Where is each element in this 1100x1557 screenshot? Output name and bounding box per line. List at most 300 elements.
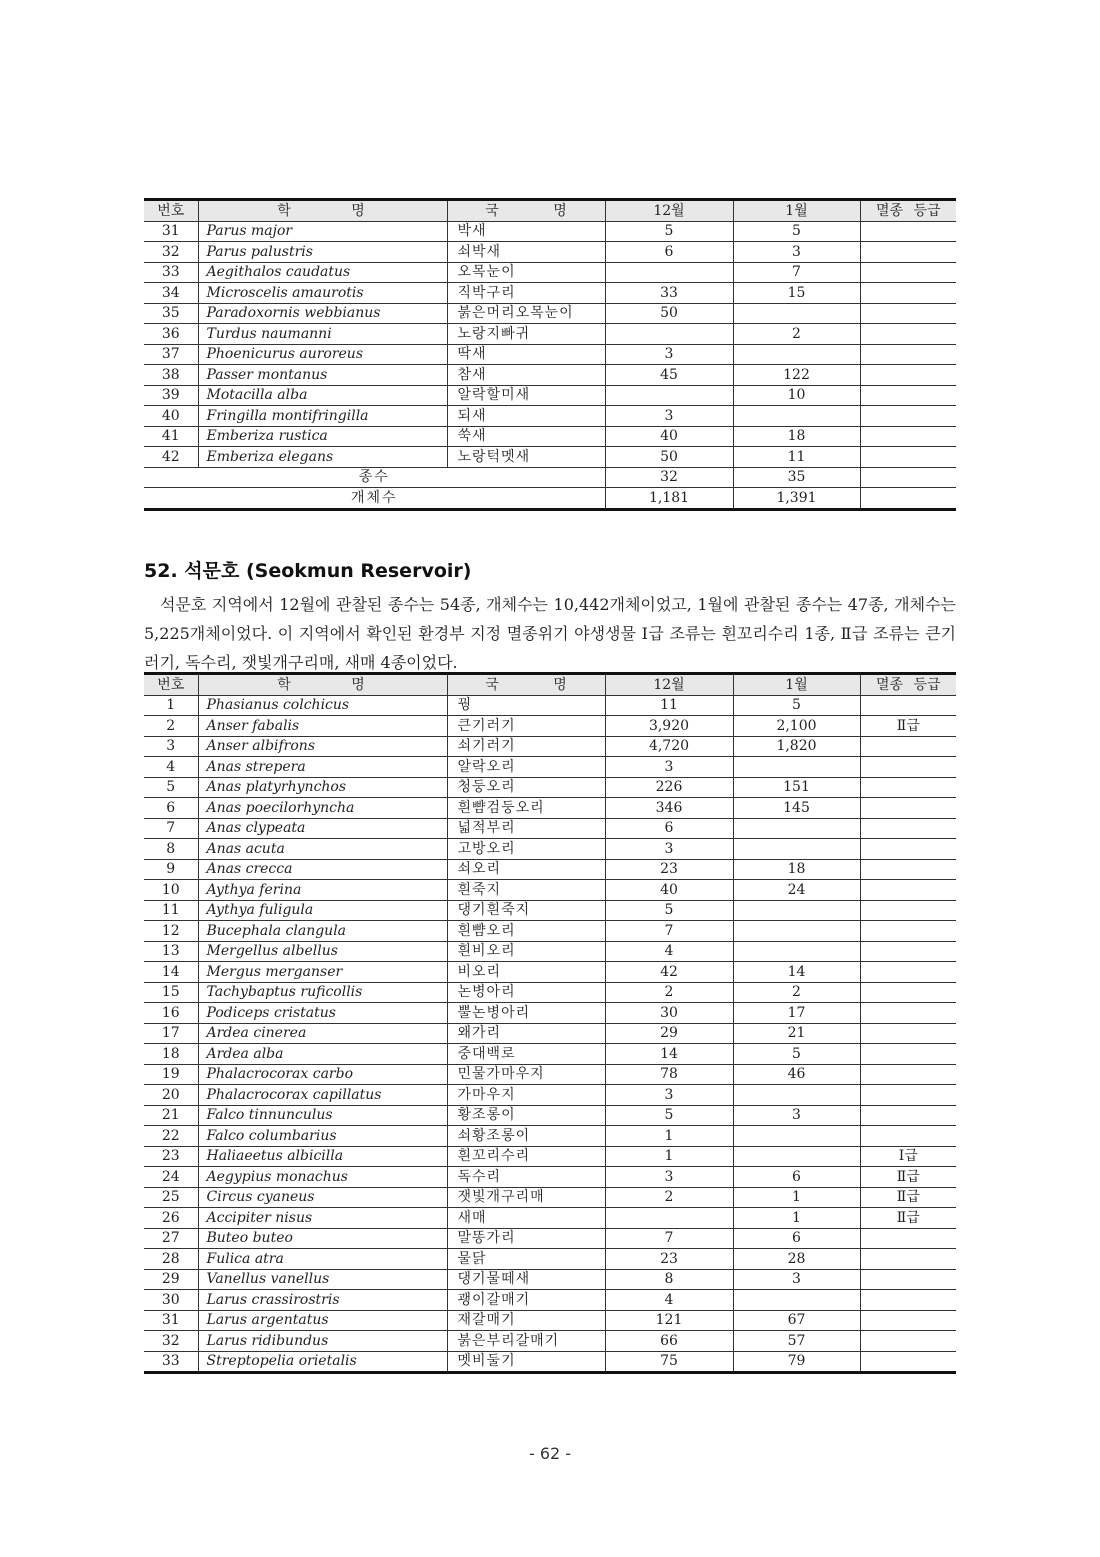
row-number: 30 xyxy=(144,1290,198,1311)
row-number: 35 xyxy=(144,303,198,324)
row-number: 34 xyxy=(144,283,198,304)
row-number: 8 xyxy=(144,839,198,860)
december-count: 8 xyxy=(605,1269,733,1290)
scientific-name: Buteo buteo xyxy=(198,1228,447,1249)
row-number: 41 xyxy=(144,426,198,447)
scientific-name: Fulica atra xyxy=(198,1249,447,1270)
table-row xyxy=(144,324,956,345)
january-count xyxy=(733,1290,860,1311)
december-count: 45 xyxy=(605,365,733,386)
endangered-grade: Ⅱ급 xyxy=(860,1208,956,1229)
table-row xyxy=(144,344,956,365)
december-count xyxy=(605,262,733,283)
scientific-name: Turdus naumanni xyxy=(198,324,447,345)
endangered-grade xyxy=(860,406,956,427)
endangered-grade xyxy=(860,736,956,757)
total-january: 1,391 xyxy=(733,488,860,510)
january-count xyxy=(733,900,860,921)
december-count: 3 xyxy=(605,757,733,778)
december-count: 66 xyxy=(605,1331,733,1352)
december-count: 78 xyxy=(605,1064,733,1085)
korean-name: 민물가마우지 xyxy=(447,1064,605,1085)
january-count: 6 xyxy=(733,1228,860,1249)
scientific-name: Aegypius monachus xyxy=(198,1167,447,1188)
endangered-grade xyxy=(860,1085,956,1106)
table-row xyxy=(144,303,956,324)
korean-name: 댕기흰죽지 xyxy=(447,900,605,921)
row-number: 10 xyxy=(144,880,198,901)
december-count: 6 xyxy=(605,818,733,839)
scientific-name: Aythya ferina xyxy=(198,880,447,901)
january-count xyxy=(733,1085,860,1106)
december-count: 11 xyxy=(605,695,733,716)
table-row xyxy=(144,262,956,283)
table1-body xyxy=(144,221,956,509)
december-count: 6 xyxy=(605,242,733,263)
korean-name: 중대백로 xyxy=(447,1044,605,1065)
december-count: 23 xyxy=(605,859,733,880)
species-table-previous xyxy=(144,198,956,511)
december-count: 14 xyxy=(605,1044,733,1065)
december-count: 50 xyxy=(605,447,733,468)
korean-name: 박새 xyxy=(447,221,605,242)
january-count: 1 xyxy=(733,1187,860,1208)
row-number: 26 xyxy=(144,1208,198,1229)
scientific-name: Falco tinnunculus xyxy=(198,1105,447,1126)
january-count xyxy=(733,406,860,427)
endangered-grade xyxy=(860,818,956,839)
january-count: 67 xyxy=(733,1310,860,1331)
korean-name: 참새 xyxy=(447,365,605,386)
korean-name: 쇠기러기 xyxy=(447,736,605,757)
row-number: 23 xyxy=(144,1146,198,1167)
december-count: 2 xyxy=(605,1187,733,1208)
table-row xyxy=(144,941,956,962)
table-row xyxy=(144,365,956,386)
table-row xyxy=(144,736,956,757)
scientific-name: Mergus merganser xyxy=(198,962,447,983)
january-count: 21 xyxy=(733,1023,860,1044)
scientific-name: Podiceps cristatus xyxy=(198,1003,447,1024)
endangered-grade: Ⅱ급 xyxy=(860,1167,956,1188)
row-number: 31 xyxy=(144,1310,198,1331)
scientific-name: Anas poecilorhyncha xyxy=(198,798,447,819)
korean-name: 괭이갈매기 xyxy=(447,1290,605,1311)
january-count: 15 xyxy=(733,283,860,304)
row-number: 22 xyxy=(144,1126,198,1147)
endangered-grade xyxy=(860,1044,956,1065)
endangered-grade xyxy=(860,303,956,324)
endangered-grade xyxy=(860,1003,956,1024)
table-row xyxy=(144,695,956,716)
scientific-name: Larus crassirostris xyxy=(198,1290,447,1311)
scientific-name: Motacilla alba xyxy=(198,385,447,406)
december-count: 1 xyxy=(605,1146,733,1167)
korean-name: 멧비둘기 xyxy=(447,1351,605,1373)
endangered-grade xyxy=(860,695,956,716)
korean-name: 잿빛개구리매 xyxy=(447,1187,605,1208)
january-count: 1,820 xyxy=(733,736,860,757)
december-count: 346 xyxy=(605,798,733,819)
december-count: 2 xyxy=(605,982,733,1003)
december-count: 121 xyxy=(605,1310,733,1331)
row-number: 4 xyxy=(144,757,198,778)
header-number: 번호 xyxy=(144,200,198,222)
korean-name: 되새 xyxy=(447,406,605,427)
table-row xyxy=(144,757,956,778)
korean-name: 새매 xyxy=(447,1208,605,1229)
december-count: 7 xyxy=(605,921,733,942)
endangered-grade xyxy=(860,1249,956,1270)
january-count: 3 xyxy=(733,242,860,263)
korean-name: 큰기러기 xyxy=(447,716,605,737)
total-grade xyxy=(860,488,956,510)
endangered-grade xyxy=(860,1228,956,1249)
table-row xyxy=(144,880,956,901)
endangered-grade xyxy=(860,1351,956,1373)
row-number: 14 xyxy=(144,962,198,983)
table-row xyxy=(144,1228,956,1249)
header-korean-name: 국 명 xyxy=(447,674,605,696)
scientific-name: Emberiza rustica xyxy=(198,426,447,447)
scientific-name: Accipiter nisus xyxy=(198,1208,447,1229)
row-number: 18 xyxy=(144,1044,198,1065)
total-label: 종수 xyxy=(144,467,605,488)
row-number: 1 xyxy=(144,695,198,716)
row-number: 13 xyxy=(144,941,198,962)
total-row xyxy=(144,467,956,488)
header-december: 12월 xyxy=(605,200,733,222)
table-row xyxy=(144,921,956,942)
korean-name: 쇠황조롱이 xyxy=(447,1126,605,1147)
row-number: 5 xyxy=(144,777,198,798)
header-grade: 멸종 등급 xyxy=(860,200,956,222)
table-row xyxy=(144,818,956,839)
row-number: 39 xyxy=(144,385,198,406)
january-count: 122 xyxy=(733,365,860,386)
endangered-grade xyxy=(860,798,956,819)
january-count: 14 xyxy=(733,962,860,983)
endangered-grade xyxy=(860,426,956,447)
december-count: 1 xyxy=(605,1126,733,1147)
scientific-name: Streptopelia orietalis xyxy=(198,1351,447,1373)
scientific-name: Larus ridibundus xyxy=(198,1331,447,1352)
table-row xyxy=(144,1187,956,1208)
table-row xyxy=(144,1126,956,1147)
endangered-grade xyxy=(860,962,956,983)
scientific-name: Anser fabalis xyxy=(198,716,447,737)
january-count: 2 xyxy=(733,982,860,1003)
species-table-seokmun xyxy=(144,672,956,1374)
table-row xyxy=(144,839,956,860)
scientific-name: Ardea cinerea xyxy=(198,1023,447,1044)
table-row xyxy=(144,283,956,304)
december-count: 4,720 xyxy=(605,736,733,757)
table-row xyxy=(144,777,956,798)
endangered-grade xyxy=(860,1331,956,1352)
table-row xyxy=(144,242,956,263)
endangered-grade xyxy=(860,1023,956,1044)
row-number: 11 xyxy=(144,900,198,921)
table-row xyxy=(144,1208,956,1229)
scientific-name: Bucephala clangula xyxy=(198,921,447,942)
december-count: 40 xyxy=(605,880,733,901)
january-count xyxy=(733,839,860,860)
december-count: 29 xyxy=(605,1023,733,1044)
header-number: 번호 xyxy=(144,674,198,696)
row-number: 29 xyxy=(144,1269,198,1290)
scientific-name: Parus major xyxy=(198,221,447,242)
december-count xyxy=(605,385,733,406)
scientific-name: Vanellus vanellus xyxy=(198,1269,447,1290)
row-number: 38 xyxy=(144,365,198,386)
table-row xyxy=(144,1064,956,1085)
row-number: 3 xyxy=(144,736,198,757)
korean-name: 왜가리 xyxy=(447,1023,605,1044)
korean-name: 뿔논병아리 xyxy=(447,1003,605,1024)
january-count: 17 xyxy=(733,1003,860,1024)
january-count: 6 xyxy=(733,1167,860,1188)
row-number: 6 xyxy=(144,798,198,819)
section-heading: 52. 석문호 (Seokmun Reservoir) xyxy=(144,560,472,582)
table-row xyxy=(144,1044,956,1065)
endangered-grade xyxy=(860,880,956,901)
total-row xyxy=(144,488,956,510)
total-grade xyxy=(860,467,956,488)
december-count: 5 xyxy=(605,900,733,921)
endangered-grade xyxy=(860,1064,956,1085)
row-number: 9 xyxy=(144,859,198,880)
endangered-grade xyxy=(860,283,956,304)
header-december: 12월 xyxy=(605,674,733,696)
table-row xyxy=(144,1167,956,1188)
scientific-name: Haliaeetus albicilla xyxy=(198,1146,447,1167)
scientific-name: Anas acuta xyxy=(198,839,447,860)
january-count: 10 xyxy=(733,385,860,406)
january-count: 145 xyxy=(733,798,860,819)
january-count xyxy=(733,818,860,839)
korean-name: 댕기물떼새 xyxy=(447,1269,605,1290)
table-row xyxy=(144,798,956,819)
total-december: 1,181 xyxy=(605,488,733,510)
december-count: 3 xyxy=(605,1167,733,1188)
endangered-grade xyxy=(860,262,956,283)
korean-name: 쑥새 xyxy=(447,426,605,447)
december-count: 33 xyxy=(605,283,733,304)
january-count: 24 xyxy=(733,880,860,901)
table-row xyxy=(144,859,956,880)
january-count: 5 xyxy=(733,1044,860,1065)
january-count: 11 xyxy=(733,447,860,468)
korean-name: 흰죽지 xyxy=(447,880,605,901)
row-number: 31 xyxy=(144,221,198,242)
korean-name: 가마우지 xyxy=(447,1085,605,1106)
row-number: 20 xyxy=(144,1085,198,1106)
row-number: 16 xyxy=(144,1003,198,1024)
scientific-name: Falco columbarius xyxy=(198,1126,447,1147)
korean-name: 넓적부리 xyxy=(447,818,605,839)
korean-name: 노랑지빠귀 xyxy=(447,324,605,345)
scientific-name: Passer montanus xyxy=(198,365,447,386)
endangered-grade xyxy=(860,344,956,365)
december-count: 23 xyxy=(605,1249,733,1270)
header-scientific-name: 학 명 xyxy=(198,674,447,696)
scientific-name: Anas strepera xyxy=(198,757,447,778)
endangered-grade xyxy=(860,921,956,942)
endangered-grade xyxy=(860,859,956,880)
table-row xyxy=(144,1310,956,1331)
endangered-grade xyxy=(860,242,956,263)
row-number: 33 xyxy=(144,262,198,283)
january-count xyxy=(733,303,860,324)
scientific-name: Emberiza elegans xyxy=(198,447,447,468)
table-row xyxy=(144,716,956,737)
endangered-grade xyxy=(860,900,956,921)
january-count xyxy=(733,1126,860,1147)
january-count: 5 xyxy=(733,695,860,716)
january-count: 2,100 xyxy=(733,716,860,737)
january-count xyxy=(733,921,860,942)
header-january: 1월 xyxy=(733,200,860,222)
table-row xyxy=(144,221,956,242)
december-count: 5 xyxy=(605,221,733,242)
december-count: 3 xyxy=(605,1085,733,1106)
december-count: 40 xyxy=(605,426,733,447)
table-row xyxy=(144,1290,956,1311)
endangered-grade xyxy=(860,777,956,798)
january-count: 7 xyxy=(733,262,860,283)
row-number: 33 xyxy=(144,1351,198,1373)
endangered-grade: Ⅰ급 xyxy=(860,1146,956,1167)
row-number: 12 xyxy=(144,921,198,942)
december-count: 42 xyxy=(605,962,733,983)
korean-name: 고방오리 xyxy=(447,839,605,860)
endangered-grade: Ⅱ급 xyxy=(860,716,956,737)
table-row xyxy=(144,1085,956,1106)
korean-name: 흰비오리 xyxy=(447,941,605,962)
december-count: 5 xyxy=(605,1105,733,1126)
row-number: 37 xyxy=(144,344,198,365)
endangered-grade xyxy=(860,1290,956,1311)
december-count xyxy=(605,324,733,345)
endangered-grade xyxy=(860,221,956,242)
january-count: 28 xyxy=(733,1249,860,1270)
endangered-grade xyxy=(860,982,956,1003)
korean-name: 알락할미새 xyxy=(447,385,605,406)
january-count: 5 xyxy=(733,221,860,242)
korean-name: 붉은머리오목눈이 xyxy=(447,303,605,324)
korean-name: 흰꼬리수리 xyxy=(447,1146,605,1167)
december-count: 226 xyxy=(605,777,733,798)
korean-name: 오목눈이 xyxy=(447,262,605,283)
korean-name: 쇠박새 xyxy=(447,242,605,263)
scientific-name: Circus cyaneus xyxy=(198,1187,447,1208)
header-korean-name: 국 명 xyxy=(447,200,605,222)
december-count: 3 xyxy=(605,344,733,365)
endangered-grade xyxy=(860,447,956,468)
korean-name: 재갈매기 xyxy=(447,1310,605,1331)
table-row xyxy=(144,1003,956,1024)
endangered-grade: Ⅱ급 xyxy=(860,1187,956,1208)
korean-name: 청둥오리 xyxy=(447,777,605,798)
endangered-grade xyxy=(860,1126,956,1147)
scientific-name: Ardea alba xyxy=(198,1044,447,1065)
korean-name: 꿩 xyxy=(447,695,605,716)
row-number: 25 xyxy=(144,1187,198,1208)
endangered-grade xyxy=(860,757,956,778)
endangered-grade xyxy=(860,941,956,962)
korean-name: 노랑턱멧새 xyxy=(447,447,605,468)
scientific-name: Parus palustris xyxy=(198,242,447,263)
january-count xyxy=(733,757,860,778)
table-header-row xyxy=(144,200,956,222)
scientific-name: Phalacrocorax carbo xyxy=(198,1064,447,1085)
table-row xyxy=(144,1331,956,1352)
january-count: 151 xyxy=(733,777,860,798)
december-count: 4 xyxy=(605,1290,733,1311)
scientific-name: Phoenicurus auroreus xyxy=(198,344,447,365)
endangered-grade xyxy=(860,324,956,345)
endangered-grade xyxy=(860,839,956,860)
scientific-name: Fringilla montifringilla xyxy=(198,406,447,427)
header-scientific-name: 학 명 xyxy=(198,200,447,222)
scientific-name: Tachybaptus ruficollis xyxy=(198,982,447,1003)
endangered-grade xyxy=(860,365,956,386)
section-paragraph: 석문호 지역에서 12월에 관찰된 종수는 54종, 개체수는 10,442개체이었고, 1월에 관찰된 종수는 47종, 개체수는 5,225개체이었다. 이 지역에서 확인된 환경부 지정 멸종위기 야생생물 Ⅰ급 조류는 흰꼬리수리 1종, Ⅱ급 조류는 큰기러기, 독수리, 잿빛개구리매, 새매 4종이었다. xyxy=(144,595,956,672)
scientific-name: Anas platyrhynchos xyxy=(198,777,447,798)
table-row xyxy=(144,1351,956,1373)
january-count xyxy=(733,344,860,365)
table-row xyxy=(144,1249,956,1270)
scientific-name: Aythya fuligula xyxy=(198,900,447,921)
endangered-grade xyxy=(860,385,956,406)
table-row xyxy=(144,982,956,1003)
korean-name: 흰뺨검둥오리 xyxy=(447,798,605,819)
header-january: 1월 xyxy=(733,674,860,696)
december-count: 3 xyxy=(605,839,733,860)
table2-body xyxy=(144,695,956,1373)
page-number: - 62 - xyxy=(528,1444,572,1463)
table-row xyxy=(144,1146,956,1167)
endangered-grade xyxy=(860,1269,956,1290)
row-number: 15 xyxy=(144,982,198,1003)
row-number: 19 xyxy=(144,1064,198,1085)
korean-name: 직박구리 xyxy=(447,283,605,304)
table-row xyxy=(144,447,956,468)
table-row xyxy=(144,1269,956,1290)
january-count: 79 xyxy=(733,1351,860,1373)
row-number: 36 xyxy=(144,324,198,345)
january-count: 46 xyxy=(733,1064,860,1085)
table-row xyxy=(144,900,956,921)
table-row xyxy=(144,406,956,427)
january-count: 2 xyxy=(733,324,860,345)
december-count: 3,920 xyxy=(605,716,733,737)
table-header-row xyxy=(144,674,956,696)
header-grade: 멸종 등급 xyxy=(860,674,956,696)
table-row xyxy=(144,1105,956,1126)
korean-name: 흰뺨오리 xyxy=(447,921,605,942)
korean-name: 비오리 xyxy=(447,962,605,983)
endangered-grade xyxy=(860,1310,956,1331)
total-label: 개체수 xyxy=(144,488,605,510)
row-number: 17 xyxy=(144,1023,198,1044)
row-number: 32 xyxy=(144,242,198,263)
korean-name: 논병아리 xyxy=(447,982,605,1003)
december-count: 7 xyxy=(605,1228,733,1249)
row-number: 28 xyxy=(144,1249,198,1270)
january-count: 1 xyxy=(733,1208,860,1229)
